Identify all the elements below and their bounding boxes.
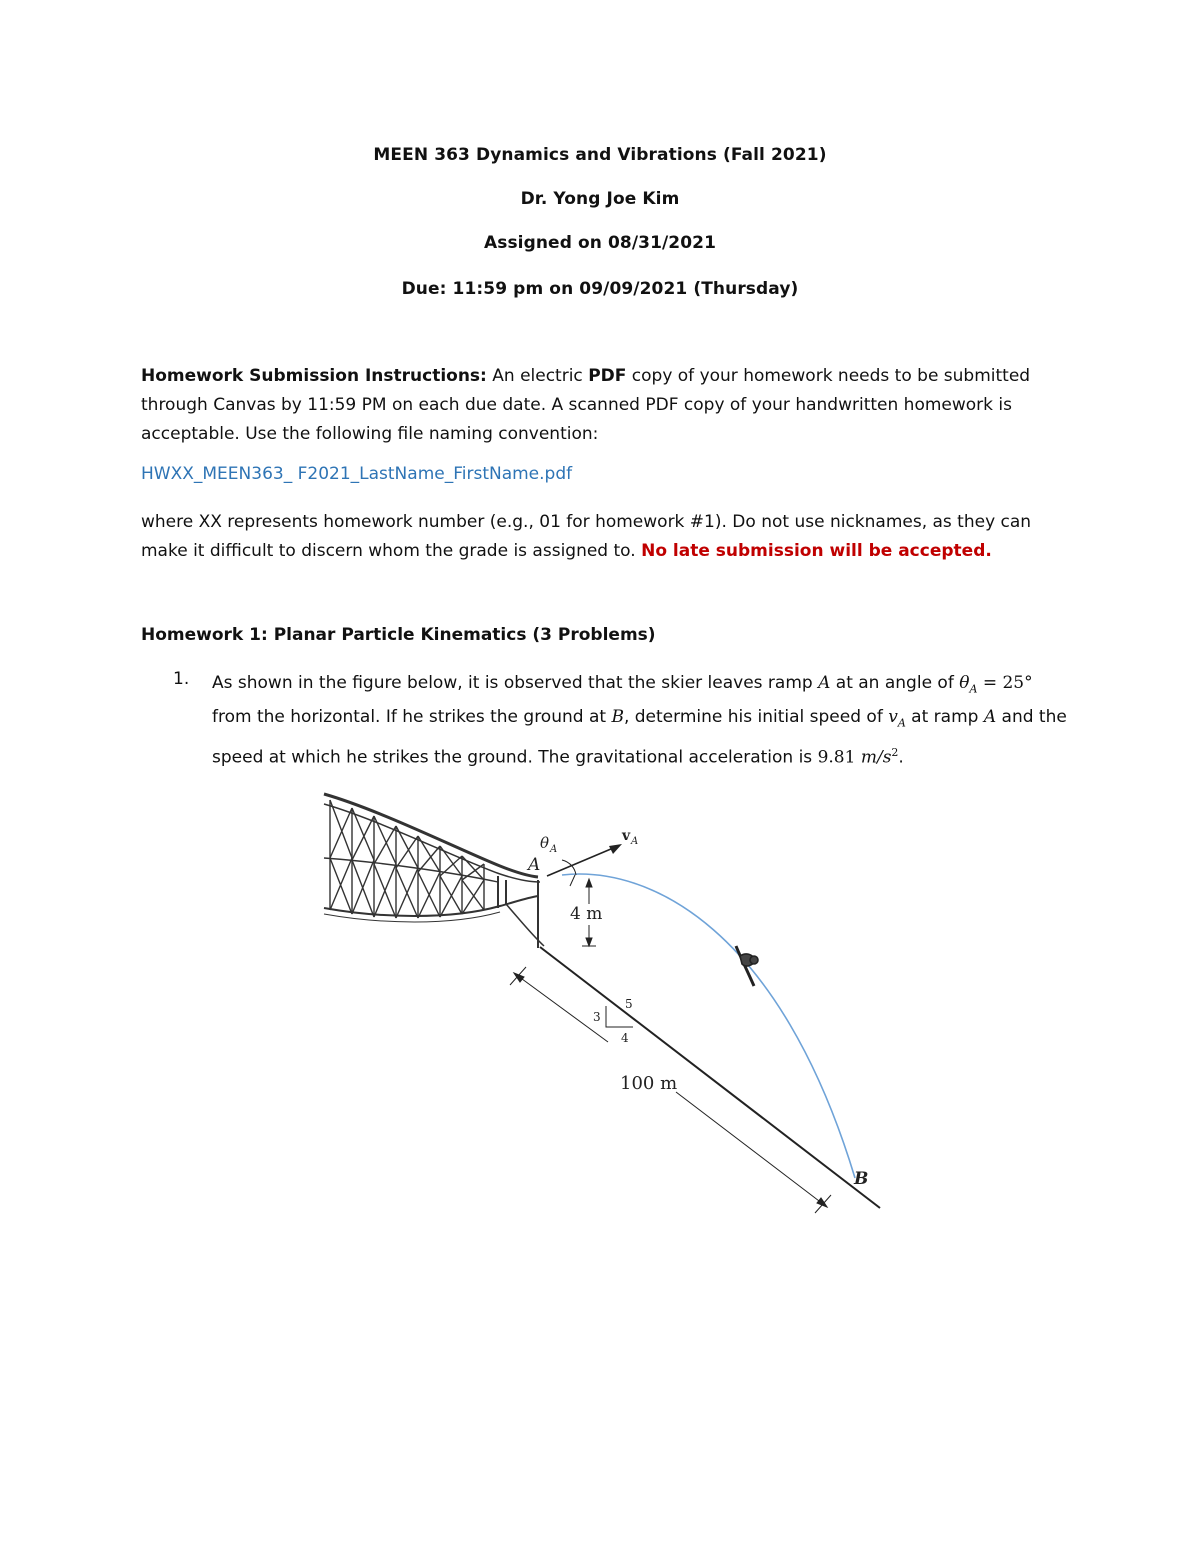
- math-ramp-a: A: [983, 707, 997, 728]
- velocity-subscript: A: [631, 836, 639, 847]
- theta-label: θ: [540, 834, 550, 852]
- submission-label: Homework Submission Instructions:: [141, 366, 487, 386]
- due-date: Due: 11:59 pm on 09/09/2021 (Thursday): [401, 279, 799, 299]
- velocity-arrow: [547, 844, 622, 876]
- ski-jump-diagram: [300, 780, 900, 1250]
- problem-text-part: As shown in the figure below, it is observed that the skier leaves ramp: [212, 673, 819, 693]
- pdf-keyword: PDF: [588, 366, 627, 386]
- course-title: MEEN 363 Dynamics and Vibrations (Fall 2021): [373, 145, 827, 165]
- math-theta-subscript: A: [969, 682, 978, 696]
- math-point-b: B: [611, 707, 624, 728]
- math-gravity-units: m/s: [860, 747, 892, 768]
- problem-text-part: at ramp: [905, 707, 984, 728]
- skier: [736, 946, 758, 986]
- problem-text-part: and the speed at which he strikes the ground. The gravitational acceleration is: [212, 707, 1067, 768]
- problem-text-part: .: [898, 747, 904, 768]
- where-text: where XX represents homework number (e.g., 01 for homework #1). Do not use nicknames, as they can make it difficult to discern whom the grade is assigned to.: [141, 512, 1032, 561]
- problem-text-part: from the horizontal. If he strikes the ground at: [212, 707, 612, 728]
- math-velocity: v: [888, 707, 898, 728]
- slope-hyp-label: 5: [625, 997, 633, 1011]
- submission-text-1: An electric: [486, 366, 589, 386]
- height-label: 4 m: [570, 904, 603, 924]
- math-theta: θ: [959, 673, 970, 693]
- submission-text-2: copy of your homework needs to be submitted through Canvas by 11:59 PM on each due date. A scanned PDF copy of your handwritten homework is acceptable. Use the following file naming convention:: [141, 366, 1031, 444]
- homework-number-note: [141, 508, 1071, 566]
- ski-jump-figure: [300, 780, 900, 1250]
- instructor-name: Dr. Yong Joe Kim: [520, 189, 680, 209]
- problem-text-part: at an angle of: [830, 673, 960, 693]
- point-b-label: B: [854, 1169, 869, 1189]
- problem-number: 1.: [173, 669, 190, 689]
- ramp-truss: [324, 794, 544, 948]
- math-gravity-value: 9.81: [817, 747, 861, 768]
- math-angle-value: = 25°: [977, 673, 1033, 693]
- ground-slope: [540, 947, 880, 1208]
- submission-instructions: [141, 362, 1071, 449]
- homework-title: Homework 1: Planar Particle Kinematics (3 Problems): [141, 625, 656, 645]
- file-naming-convention: HWXX_MEEN363_ F2021_LastName_FirstName.pdf: [141, 464, 573, 484]
- math-exponent: 2: [891, 745, 899, 759]
- point-a-label: A: [528, 855, 541, 875]
- slope-rise-label: 3: [593, 1010, 601, 1024]
- velocity-label: v: [622, 828, 631, 844]
- problem-text-part: , determine his initial speed of: [623, 707, 889, 728]
- theta-subscript: A: [550, 844, 558, 855]
- late-submission-notice: No late submission will be accepted.: [641, 541, 992, 561]
- slope-run-label: 4: [621, 1031, 629, 1045]
- assigned-date: Assigned on 08/31/2021: [483, 233, 717, 253]
- math-ramp-a: A: [818, 673, 831, 693]
- slope-length-label: 100 m: [620, 1073, 678, 1094]
- math-velocity-subscript: A: [897, 716, 906, 730]
- problem-statement: [212, 669, 1072, 772]
